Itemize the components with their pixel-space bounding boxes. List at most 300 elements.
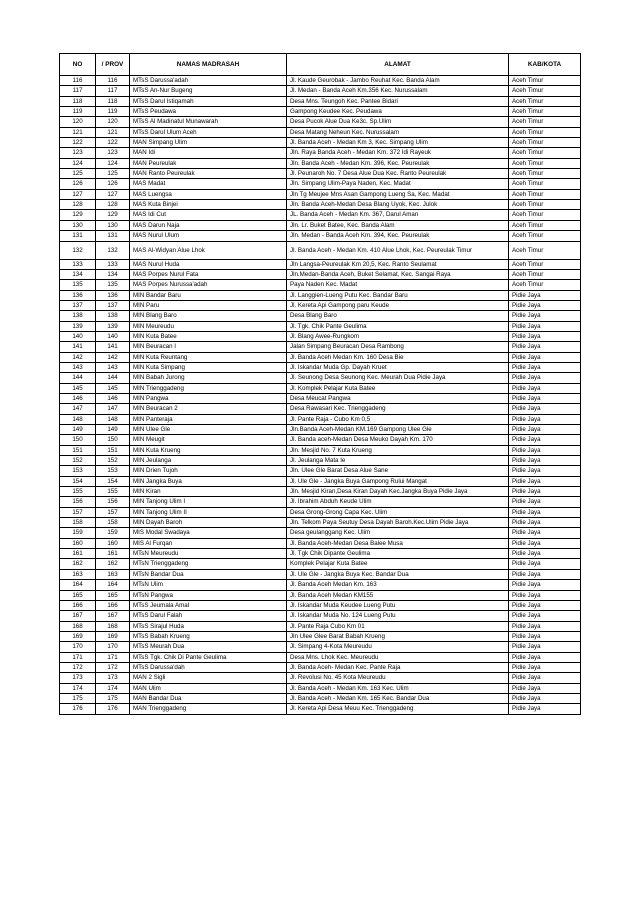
cell-alamat: Jl. Banda Aceh Medan Km. 160 Desa Bie xyxy=(287,352,509,362)
cell-alamat: Jl. Revolusi No. 45 Kota Meureudu xyxy=(287,673,509,683)
cell-prov: 131 xyxy=(96,231,130,241)
cell-kab-kota: Pidie Jaya xyxy=(509,414,581,424)
cell-prov: 143 xyxy=(96,362,130,372)
madrasah-sheet xyxy=(59,53,581,715)
cell-nama-madrasah: MIN Jeulanga xyxy=(130,456,287,466)
cell-nama-madrasah: MAS Kuta Binjei xyxy=(130,200,287,210)
cell-kab-kota: Pidie Jaya xyxy=(509,559,581,569)
cell-no: 156 xyxy=(60,497,96,507)
cell-alamat: Jl. Komplek Pelajar Kuta Batee xyxy=(287,383,509,393)
cell-prov: 125 xyxy=(96,169,130,179)
cell-alamat: Jl. Medan - Banda Aceh Km.356 Kec. Nurussalam xyxy=(287,86,509,96)
table-row xyxy=(60,662,581,672)
cell-nama-madrasah: MAN Ranto Peureulak xyxy=(130,169,287,179)
cell-nama-madrasah: MTsS Sirajul Huda xyxy=(130,621,287,631)
cell-prov: 118 xyxy=(96,96,130,106)
table-row xyxy=(60,373,581,383)
cell-nama-madrasah: MIN Panteraja xyxy=(130,414,287,424)
cell-nama-madrasah: MIN Beuracan 2 xyxy=(130,404,287,414)
cell-alamat: Jln. Raya Banda Aceh - Medan Km. 372 Idi Rayeuk xyxy=(287,148,509,158)
cell-no: 143 xyxy=(60,362,96,372)
cell-no: 127 xyxy=(60,189,96,199)
cell-alamat: Jl. Iskandar Muda No. 124 Lueng Putu xyxy=(287,611,509,621)
cell-nama-madrasah: MIN Dayah Baroh xyxy=(130,518,287,528)
cell-alamat: Desa Pucok Alue Dua Ke3c. Sp.Ulim xyxy=(287,117,509,127)
cell-nama-madrasah: MTsS Darul Ulum Aceh xyxy=(130,127,287,137)
table-row xyxy=(60,414,581,424)
table-row xyxy=(60,704,581,714)
cell-nama-madrasah: MTsS Darul Falah xyxy=(130,611,287,621)
cell-alamat: Desa geulanggang Kec. Ulim xyxy=(287,528,509,538)
cell-prov: 144 xyxy=(96,373,130,383)
cell-no: 170 xyxy=(60,642,96,652)
cell-alamat: Desa Mns. Lhok Kec. Meureudu xyxy=(287,652,509,662)
table-row xyxy=(60,189,581,199)
cell-prov: 146 xyxy=(96,393,130,403)
cell-no: 134 xyxy=(60,269,96,279)
cell-prov: 135 xyxy=(96,280,130,290)
cell-kab-kota: Aceh Timur xyxy=(509,127,581,137)
table-row xyxy=(60,220,581,230)
cell-alamat: JL. Banda Aceh - Medan Km. 367, Darul Aman xyxy=(287,210,509,220)
cell-kab-kota: Aceh Timur xyxy=(509,96,581,106)
cell-prov: 132 xyxy=(96,241,130,259)
cell-nama-madrasah: MIN Bandar Baru xyxy=(130,290,287,300)
cell-kab-kota: Aceh Timur xyxy=(509,210,581,220)
cell-alamat: Jln. Mesjid No. 7 Kuta Krueng xyxy=(287,445,509,455)
cell-no: 168 xyxy=(60,621,96,631)
table-row xyxy=(60,311,581,321)
cell-prov: 157 xyxy=(96,507,130,517)
table-row xyxy=(60,549,581,559)
cell-kab-kota: Pidie Jaya xyxy=(509,631,581,641)
cell-no: 118 xyxy=(60,96,96,106)
header-prov: / PROV xyxy=(96,54,130,76)
table-row xyxy=(60,518,581,528)
cell-kab-kota: Pidie Jaya xyxy=(509,404,581,414)
cell-prov: 148 xyxy=(96,414,130,424)
cell-prov: 175 xyxy=(96,693,130,703)
cell-prov: 155 xyxy=(96,487,130,497)
cell-no: 169 xyxy=(60,631,96,641)
cell-nama-madrasah: MTsS Darul Istiqamah xyxy=(130,96,287,106)
table-header-row xyxy=(60,54,581,76)
cell-kab-kota: Pidie Jaya xyxy=(509,466,581,476)
cell-kab-kota: Pidie Jaya xyxy=(509,693,581,703)
cell-kab-kota: Aceh Timur xyxy=(509,179,581,189)
cell-nama-madrasah: MIN Blang Baro xyxy=(130,311,287,321)
cell-no: 147 xyxy=(60,404,96,414)
cell-alamat: Jl. Banda aceh-Medan Desa Meuko Dayah Km. 170 xyxy=(287,435,509,445)
cell-prov: 128 xyxy=(96,200,130,210)
cell-kab-kota: Pidie Jaya xyxy=(509,352,581,362)
cell-no: 176 xyxy=(60,704,96,714)
madrasah-table xyxy=(59,53,581,715)
header-nama-madrasah: NAMAS MADRASAH xyxy=(130,54,287,76)
cell-prov: 122 xyxy=(96,138,130,148)
table-row xyxy=(60,127,581,137)
table-row xyxy=(60,466,581,476)
cell-alamat: Desa Grong-Grong Capa Kec. Ulim xyxy=(287,507,509,517)
cell-nama-madrasah: MAS Madat xyxy=(130,179,287,189)
cell-no: 116 xyxy=(60,76,96,86)
table-row xyxy=(60,300,581,310)
cell-alamat: Jl. Banda Aceh - Medan Km. 165 Kec. Bandar Dua xyxy=(287,693,509,703)
table-row xyxy=(60,445,581,455)
cell-kab-kota: Pidie Jaya xyxy=(509,600,581,610)
table-row xyxy=(60,169,581,179)
cell-no: 155 xyxy=(60,487,96,497)
cell-prov: 127 xyxy=(96,189,130,199)
cell-alamat: Jl. Banda Aceh-Medan Desa Balee Musa xyxy=(287,538,509,548)
cell-prov: 147 xyxy=(96,404,130,414)
table-row xyxy=(60,86,581,96)
cell-no: 164 xyxy=(60,580,96,590)
table-row xyxy=(60,487,581,497)
cell-prov: 169 xyxy=(96,631,130,641)
cell-alamat: Jln Tg Meujee Mns Asan Gampong Lueng Sa, Kec. Madat xyxy=(287,189,509,199)
cell-alamat: Jl. Pante Raja Cubo Km 01 xyxy=(287,621,509,631)
cell-prov: 173 xyxy=(96,673,130,683)
cell-prov: 129 xyxy=(96,210,130,220)
table-row xyxy=(60,362,581,372)
cell-alamat: Jln.Banda Aceh-Medan KM.169 Gampong Ulee Gle xyxy=(287,425,509,435)
cell-nama-madrasah: MTsS Darussa'dah xyxy=(130,662,287,672)
cell-nama-madrasah: MAS Darun Naja xyxy=(130,220,287,230)
table-row xyxy=(60,456,581,466)
cell-kab-kota: Pidie Jaya xyxy=(509,373,581,383)
table-row xyxy=(60,538,581,548)
cell-alamat: Jl. Simpang 4-Kota Meureudu xyxy=(287,642,509,652)
cell-no: 120 xyxy=(60,117,96,127)
cell-nama-madrasah: MIN Trienggadeng xyxy=(130,383,287,393)
table-row xyxy=(60,210,581,220)
cell-prov: 151 xyxy=(96,445,130,455)
cell-prov: 138 xyxy=(96,311,130,321)
cell-kab-kota: Aceh Timur xyxy=(509,280,581,290)
cell-kab-kota: Pidie Jaya xyxy=(509,342,581,352)
table-row xyxy=(60,200,581,210)
cell-prov: 119 xyxy=(96,107,130,117)
table-row xyxy=(60,611,581,621)
cell-no: 128 xyxy=(60,200,96,210)
table-row xyxy=(60,259,581,269)
table-row xyxy=(60,621,581,631)
cell-alamat: Jl. Banda Aceh - Medan Km 3, Kec. Simpang Ulim xyxy=(287,138,509,148)
cell-nama-madrasah: MAN Bandar Dua xyxy=(130,693,287,703)
cell-alamat: Jl. Banda Aceh Medan KM155 xyxy=(287,590,509,600)
cell-no: 130 xyxy=(60,220,96,230)
cell-no: 149 xyxy=(60,425,96,435)
cell-nama-madrasah: MAN Peureulak xyxy=(130,158,287,168)
cell-no: 166 xyxy=(60,600,96,610)
cell-prov: 117 xyxy=(96,86,130,96)
cell-no: 138 xyxy=(60,311,96,321)
cell-no: 126 xyxy=(60,179,96,189)
cell-kab-kota: Pidie Jaya xyxy=(509,362,581,372)
cell-kab-kota: Pidie Jaya xyxy=(509,300,581,310)
cell-prov: 134 xyxy=(96,269,130,279)
cell-alamat: Desa Mns. Teungoh Kec. Pantee Bidari xyxy=(287,96,509,106)
table-row xyxy=(60,269,581,279)
cell-kab-kota: Pidie Jaya xyxy=(509,476,581,486)
cell-no: 159 xyxy=(60,528,96,538)
cell-kab-kota: Pidie Jaya xyxy=(509,435,581,445)
cell-nama-madrasah: MIN Jangka Buya xyxy=(130,476,287,486)
cell-no: 150 xyxy=(60,435,96,445)
cell-nama-madrasah: MTsS Tgk. Chik Di Pante Geulima xyxy=(130,652,287,662)
cell-nama-madrasah: MIN Meugit xyxy=(130,435,287,445)
cell-nama-madrasah: MAN Simpang Ulim xyxy=(130,138,287,148)
table-row xyxy=(60,693,581,703)
cell-alamat: Jln. Telkom Paya Seutuy Desa Dayah Baroh.Kec.Ulim Pidie Jaya xyxy=(287,518,509,528)
cell-prov: 145 xyxy=(96,383,130,393)
cell-prov: 167 xyxy=(96,611,130,621)
table-row xyxy=(60,393,581,403)
cell-nama-madrasah: MAS Nurul Ulum xyxy=(130,231,287,241)
cell-no: 162 xyxy=(60,559,96,569)
cell-prov: 163 xyxy=(96,569,130,579)
cell-nama-madrasah: MTsS Peudawa xyxy=(130,107,287,117)
cell-nama-madrasah: MIN Kuta Krueng xyxy=(130,445,287,455)
cell-no: 117 xyxy=(60,86,96,96)
cell-nama-madrasah: MIN Kuta Simpang xyxy=(130,362,287,372)
cell-alamat: Jln Langsa-Peureulak Km 20,5, Kec. Ranto Seulamat xyxy=(287,259,509,269)
cell-no: 141 xyxy=(60,342,96,352)
cell-nama-madrasah: MIN Drien Tujoh xyxy=(130,466,287,476)
table-row xyxy=(60,600,581,610)
table-row xyxy=(60,352,581,362)
cell-prov: 172 xyxy=(96,662,130,672)
table-row xyxy=(60,383,581,393)
cell-kab-kota: Aceh Timur xyxy=(509,231,581,241)
cell-nama-madrasah: MTsN Ulim xyxy=(130,580,287,590)
table-row xyxy=(60,559,581,569)
cell-kab-kota: Pidie Jaya xyxy=(509,662,581,672)
cell-kab-kota: Pidie Jaya xyxy=(509,383,581,393)
cell-nama-madrasah: MIN Paru xyxy=(130,300,287,310)
cell-prov: 121 xyxy=(96,127,130,137)
cell-no: 145 xyxy=(60,383,96,393)
cell-prov: 159 xyxy=(96,528,130,538)
cell-prov: 133 xyxy=(96,259,130,269)
table-row xyxy=(60,290,581,300)
cell-kab-kota: Pidie Jaya xyxy=(509,497,581,507)
table-row xyxy=(60,241,581,259)
cell-nama-madrasah: MIS Modal Swadaya xyxy=(130,528,287,538)
table-row xyxy=(60,497,581,507)
cell-prov: 120 xyxy=(96,117,130,127)
cell-kab-kota: Pidie Jaya xyxy=(509,590,581,600)
cell-alamat: Jl. Tgk. Chik Pante Geulima xyxy=(287,321,509,331)
cell-alamat: Desa Rawasari Kec. Trienggadeng xyxy=(287,404,509,414)
table-row xyxy=(60,342,581,352)
cell-prov: 136 xyxy=(96,290,130,300)
cell-nama-madrasah: MTsN Trienggadeng xyxy=(130,559,287,569)
cell-alamat: Jl. Iskandar Muda Keudee Lueng Putu xyxy=(287,600,509,610)
table-row xyxy=(60,631,581,641)
cell-prov: 142 xyxy=(96,352,130,362)
cell-alamat: Jl. Seunong Desa Seunong Kec. Meurah Dua Pidie Jaya xyxy=(287,373,509,383)
cell-alamat: Jl. Banda Aceh - Medan Km. 410 Alue Lhok, Kec. Peureulak Timur xyxy=(287,241,509,259)
table-row xyxy=(60,148,581,158)
cell-prov: 171 xyxy=(96,652,130,662)
cell-prov: 150 xyxy=(96,435,130,445)
table-row xyxy=(60,331,581,341)
cell-prov: 170 xyxy=(96,642,130,652)
cell-nama-madrasah: MIN Beuracan I xyxy=(130,342,287,352)
cell-no: 172 xyxy=(60,662,96,672)
cell-alamat: Jl. Langgien-Lueng Putu Kec. Bandar Baru xyxy=(287,290,509,300)
cell-nama-madrasah: MTsS Babah Krueng xyxy=(130,631,287,641)
cell-nama-madrasah: MIN Babah Jurong xyxy=(130,373,287,383)
table-row xyxy=(60,231,581,241)
cell-kab-kota: Pidie Jaya xyxy=(509,487,581,497)
cell-prov: 164 xyxy=(96,580,130,590)
cell-no: 160 xyxy=(60,538,96,548)
cell-kab-kota: Aceh Timur xyxy=(509,241,581,259)
cell-alamat: Gampong Keudee Kec. Peudawa xyxy=(287,107,509,117)
cell-prov: 141 xyxy=(96,342,130,352)
cell-alamat: Jl. Banda Aceh Medan Km. 163 xyxy=(287,580,509,590)
cell-no: 148 xyxy=(60,414,96,424)
cell-nama-madrasah: MAN Trienggadeng xyxy=(130,704,287,714)
cell-kab-kota: Pidie Jaya xyxy=(509,652,581,662)
cell-no: 142 xyxy=(60,352,96,362)
cell-alamat: Komplek Pelajar Kuta Batee xyxy=(287,559,509,569)
cell-alamat: Jln. Simpang Ulim-Paya Naden, Kec. Madat xyxy=(287,179,509,189)
cell-nama-madrasah: MIN Tanjong Ulim II xyxy=(130,507,287,517)
table-row xyxy=(60,96,581,106)
cell-no: 175 xyxy=(60,693,96,703)
cell-prov: 166 xyxy=(96,600,130,610)
header-no: NO xyxy=(60,54,96,76)
cell-no: 163 xyxy=(60,569,96,579)
cell-alamat: Jln. Ulee Gle Barat Desa Alue Sane xyxy=(287,466,509,476)
cell-kab-kota: Pidie Jaya xyxy=(509,393,581,403)
cell-alamat: Jl. Ibrahim Abduh Keude Ulim xyxy=(287,497,509,507)
cell-nama-madrasah: MAN Idi xyxy=(130,148,287,158)
cell-no: 122 xyxy=(60,138,96,148)
cell-nama-madrasah: MAS Luengsa xyxy=(130,189,287,199)
cell-prov: 165 xyxy=(96,590,130,600)
cell-no: 132 xyxy=(60,241,96,259)
cell-prov: 124 xyxy=(96,158,130,168)
cell-no: 174 xyxy=(60,683,96,693)
cell-alamat: Jl. Pante Raja - Cubo Km 0,5 xyxy=(287,414,509,424)
cell-alamat: Jl. Blang Awee-Rungkom xyxy=(287,331,509,341)
cell-alamat: Jln.Medan-Banda Aceh, Buket Selamat, Kec. Sangai Raya xyxy=(287,269,509,279)
table-row xyxy=(60,280,581,290)
cell-nama-madrasah: MIN Kuta Batee xyxy=(130,331,287,341)
cell-no: 124 xyxy=(60,158,96,168)
cell-kab-kota: Pidie Jaya xyxy=(509,673,581,683)
cell-no: 137 xyxy=(60,300,96,310)
cell-no: 146 xyxy=(60,393,96,403)
table-row xyxy=(60,683,581,693)
cell-kab-kota: Pidie Jaya xyxy=(509,456,581,466)
table-row xyxy=(60,404,581,414)
cell-no: 133 xyxy=(60,259,96,269)
cell-kab-kota: Aceh Timur xyxy=(509,169,581,179)
cell-alamat: Jln. Banda Aceh - Medan Km. 396, Kec. Peureulak xyxy=(287,158,509,168)
cell-alamat: Jl. Kaude Geurobak - Jambo Reuhat Kec. Banda Alam xyxy=(287,76,509,86)
cell-no: 152 xyxy=(60,456,96,466)
cell-kab-kota: Pidie Jaya xyxy=(509,704,581,714)
cell-kab-kota: Pidie Jaya xyxy=(509,569,581,579)
cell-no: 136 xyxy=(60,290,96,300)
header-alamat: ALAMAT xyxy=(287,54,509,76)
cell-prov: 126 xyxy=(96,179,130,189)
cell-kab-kota: Pidie Jaya xyxy=(509,683,581,693)
cell-nama-madrasah: MIN Tanjong Ulim I xyxy=(130,497,287,507)
cell-nama-madrasah: MAS Porpes Nurussa'adah xyxy=(130,280,287,290)
cell-prov: 160 xyxy=(96,538,130,548)
cell-alamat: Jl. Kereta Api Desa Meuu Kec. Trienggadeng xyxy=(287,704,509,714)
cell-prov: 152 xyxy=(96,456,130,466)
table-row xyxy=(60,76,581,86)
table-row xyxy=(60,507,581,517)
cell-nama-madrasah: MTsN Meureudu xyxy=(130,549,287,559)
cell-no: 125 xyxy=(60,169,96,179)
cell-kab-kota: Aceh Timur xyxy=(509,189,581,199)
table-row xyxy=(60,435,581,445)
table-body xyxy=(60,76,581,715)
cell-no: 154 xyxy=(60,476,96,486)
cell-prov: 123 xyxy=(96,148,130,158)
cell-kab-kota: Pidie Jaya xyxy=(509,611,581,621)
cell-nama-madrasah: MTsS Al Madinatul Munawarah xyxy=(130,117,287,127)
cell-no: 131 xyxy=(60,231,96,241)
cell-alamat: Jl. Banda Aceh - Medan Km. 163 Kec. Ulim xyxy=(287,683,509,693)
cell-kab-kota: Pidie Jaya xyxy=(509,538,581,548)
cell-nama-madrasah: MAS Nurul Huda xyxy=(130,259,287,269)
cell-nama-madrasah: MAN 2 Sigli xyxy=(130,673,287,683)
cell-alamat: Jln. Medan - Banda Aceh Km. 394, Kec. Peureulak xyxy=(287,231,509,241)
cell-nama-madrasah: MTsN Bandar Dua xyxy=(130,569,287,579)
cell-no: 161 xyxy=(60,549,96,559)
cell-no: 157 xyxy=(60,507,96,517)
cell-alamat: Desa Meucat Pangwa xyxy=(287,393,509,403)
cell-kab-kota: Aceh Timur xyxy=(509,117,581,127)
cell-nama-madrasah: MTsS Jeumala Amal xyxy=(130,600,287,610)
header-kab-kota: KAB/KOTA xyxy=(509,54,581,76)
cell-alamat: Jln. Banda Aceh-Medan Desa Blang Uyok, Kec. Julok xyxy=(287,200,509,210)
cell-alamat: Jl. Tgk Chik Dipante Geulima xyxy=(287,549,509,559)
cell-no: 151 xyxy=(60,445,96,455)
table-row xyxy=(60,158,581,168)
cell-nama-madrasah: MAS Porpes Nurul Fata xyxy=(130,269,287,279)
cell-prov: 116 xyxy=(96,76,130,86)
cell-prov: 158 xyxy=(96,518,130,528)
cell-kab-kota: Pidie Jaya xyxy=(509,290,581,300)
cell-no: 173 xyxy=(60,673,96,683)
cell-no: 135 xyxy=(60,280,96,290)
table-row xyxy=(60,117,581,127)
cell-nama-madrasah: MIN Meureudu xyxy=(130,321,287,331)
cell-kab-kota: Pidie Jaya xyxy=(509,331,581,341)
cell-no: 167 xyxy=(60,611,96,621)
cell-kab-kota: Aceh Timur xyxy=(509,138,581,148)
cell-nama-madrasah: MIN Ulee Gle xyxy=(130,425,287,435)
table-row xyxy=(60,569,581,579)
cell-kab-kota: Pidie Jaya xyxy=(509,507,581,517)
table-row xyxy=(60,642,581,652)
cell-prov: 137 xyxy=(96,300,130,310)
cell-alamat: Jl. Peunaroh No. 7 Desa Alue Dua Kec. Ranto Peureulak xyxy=(287,169,509,179)
cell-no: 171 xyxy=(60,652,96,662)
cell-nama-madrasah: MTsS Meurah Dua xyxy=(130,642,287,652)
